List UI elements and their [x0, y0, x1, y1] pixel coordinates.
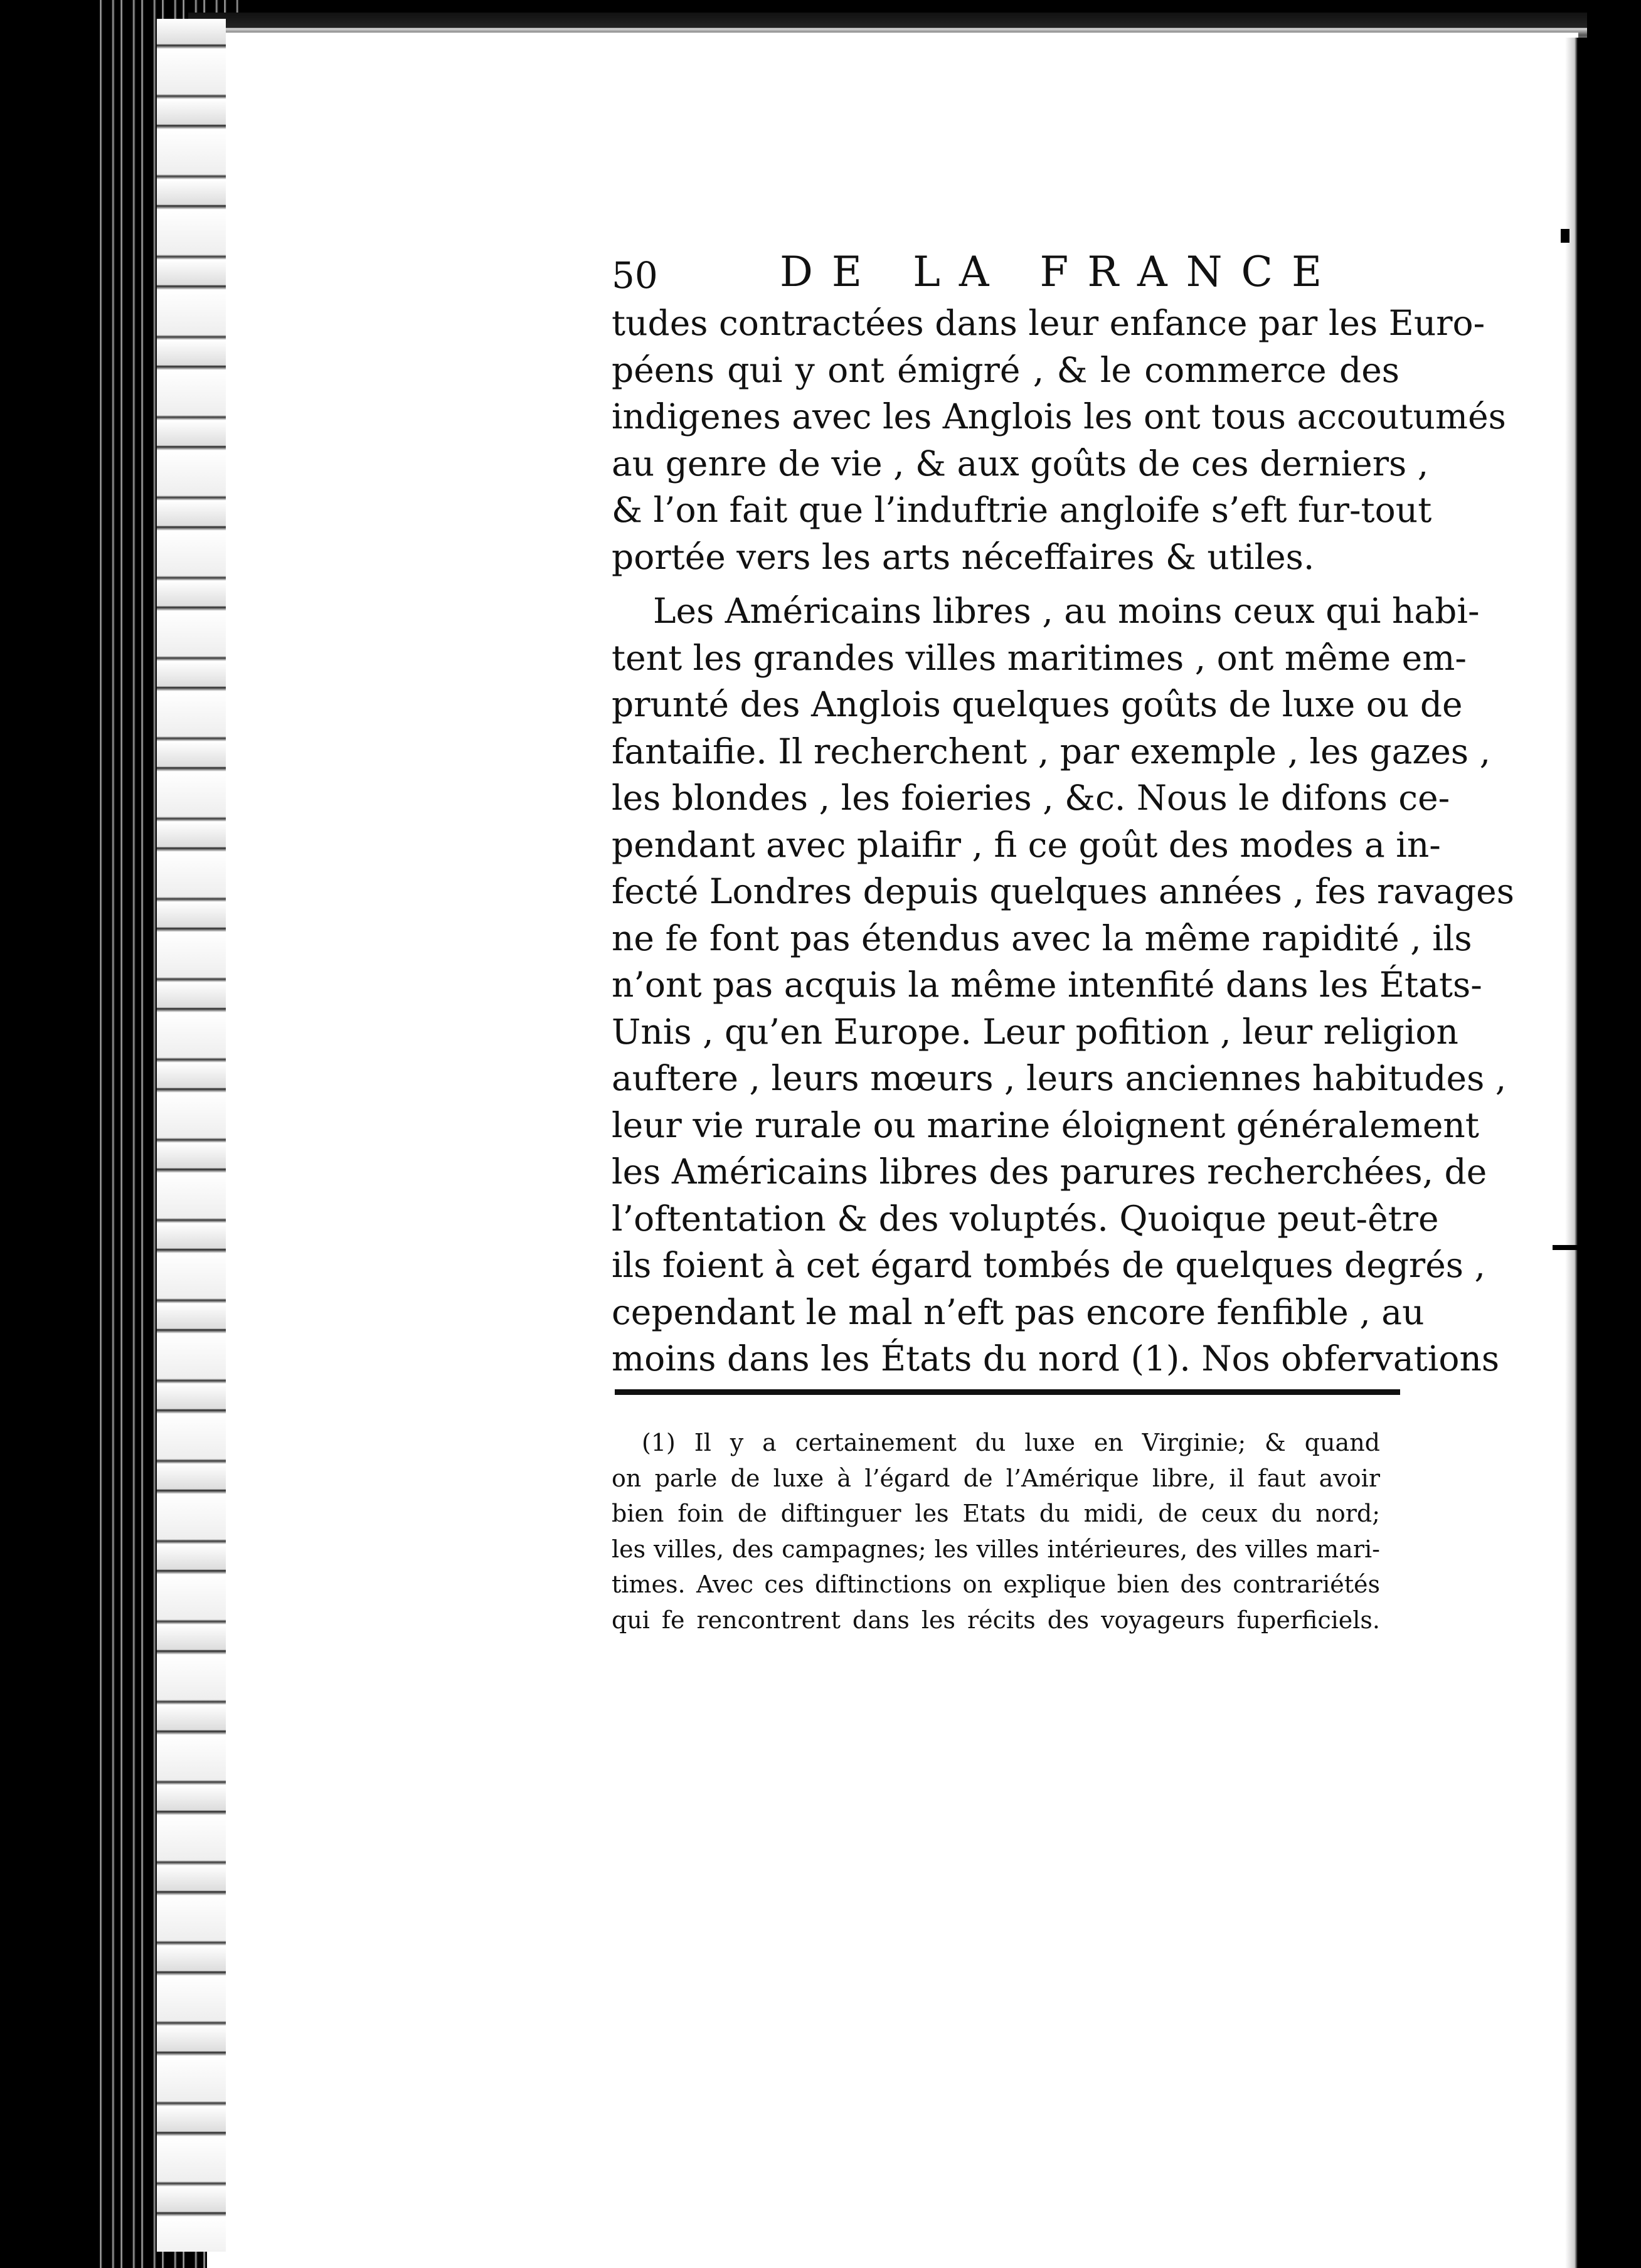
text-line: ils foient à cet égard tombés de quelques degrés , — [612, 1245, 1485, 1285]
text-line: & l’on fait que l’induftrie angloife s’eft fur-tout — [612, 490, 1432, 530]
page-number: 50 — [612, 254, 658, 297]
margin-speck — [1553, 1245, 1578, 1250]
text-line: Unis , qu’en Europe. Leur pofition , leur religion — [612, 1011, 1458, 1052]
text-line: l’oftentation & des voluptés. Quoique peut-être — [612, 1198, 1439, 1239]
text-line: les Américains libres des parures recherchées, de — [612, 1152, 1487, 1192]
footnote-line: (1) Il y a certainement du luxe en Virginie; & quand — [642, 1429, 1380, 1456]
text-line: ne fe font pas étendus avec la même rapidité , ils — [612, 918, 1472, 958]
body-text — [612, 300, 1514, 1382]
footnote-line: times. Avec ces diftinctions on explique bien des contrariétés — [612, 1571, 1380, 1598]
facing-page-edge — [1606, 0, 1641, 2268]
footnote — [612, 1425, 1380, 1638]
text-line: prunté des Anglois quelques goûts de luxe ou de — [612, 684, 1463, 724]
text-line: auftere , leurs mœurs , leurs anciennes habitudes , — [612, 1058, 1507, 1098]
footnote-line: les villes, des campagnes; les villes intérieures, des villes mari- — [612, 1535, 1380, 1563]
text-line: tudes contractées dans leur enfance par les Euro- — [612, 303, 1485, 343]
text-line: fecté Londres depuis quelques années , fes ravages — [612, 871, 1514, 911]
text-line: cependant le mal n’eft pas encore fenfible , au — [612, 1291, 1425, 1332]
text-line: n’ont pas acquis la même intenfité dans les États- — [612, 965, 1482, 1005]
footnote-rule — [615, 1389, 1400, 1395]
footnote-line: bien foin de diftinguer les Etats du midi, de ceux du nord; — [612, 1500, 1380, 1527]
margin-speck — [1561, 229, 1569, 243]
text-line: Les Américains libres , au moins ceux qui habi- — [653, 591, 1480, 631]
text-line: portée vers les arts néceffaires & utiles. — [612, 536, 1315, 577]
text-line: au genre de vie , & aux goûts de ces derniers , — [612, 443, 1429, 484]
page-right-edge — [1565, 38, 1596, 2268]
page-gutter-shadow — [157, 19, 226, 2252]
text-line: moins dans les États du nord (1). Nos obfervations — [612, 1338, 1500, 1379]
text-line: leur vie rurale ou marine éloignent généralement — [612, 1105, 1479, 1145]
footnote-line: qui fe rencontrent dans les récits des voyageurs fuperficiels. — [612, 1606, 1380, 1634]
text-line: péens qui y ont émigré , & le commerce des — [612, 349, 1399, 390]
text-line: tent les grandes villes maritimes , ont même em- — [612, 637, 1467, 678]
paragraph-gap — [612, 580, 1399, 588]
text-line: indigenes avec les Anglois les ont tous accoutumés — [612, 396, 1506, 437]
text-line: fantaifie. Il recherchent , par exemple , les gazes , — [612, 731, 1491, 771]
text-line: pendant avec plaifir , fi ce goût des modes a in- — [612, 824, 1441, 865]
footnote-line: on parle de luxe à l’égard de l’Amérique libre, il faut avoir — [612, 1464, 1380, 1492]
running-head-title: DE LA FRANCE — [780, 248, 1341, 296]
running-head — [612, 248, 1341, 304]
text-line: les blondes , les foieries , &c. Nous le difons ce- — [612, 778, 1450, 818]
